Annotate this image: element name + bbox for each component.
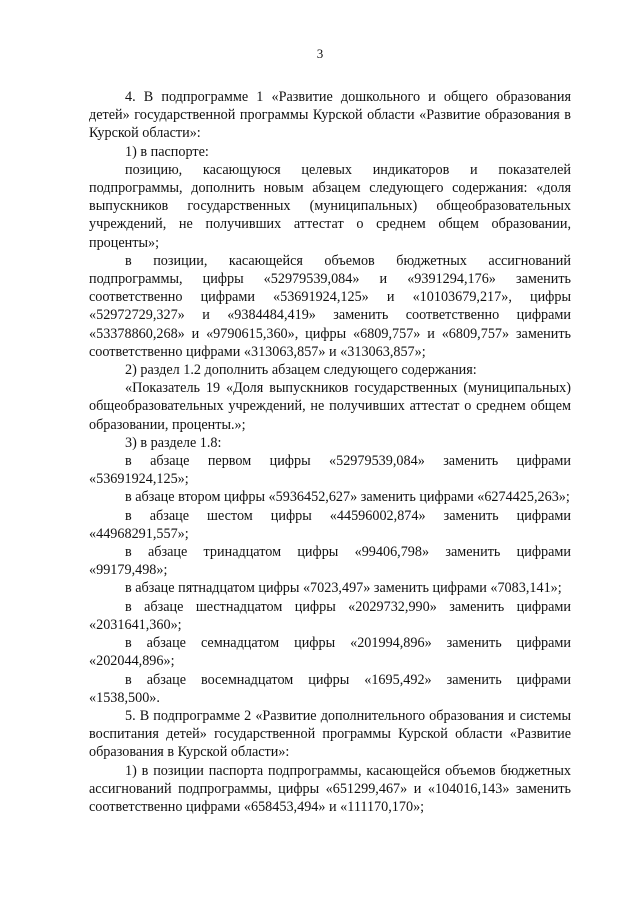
paragraph: в абзаце пятнадцатом цифры «7023,497» заменить цифрами «7083,141»; xyxy=(125,580,562,597)
paragraph: в абзаце втором цифры «5936452,627» заменить цифрами «6274425,263»; xyxy=(125,489,570,506)
paragraph: в абзаце тринадцатом цифры «99406,798» заменить цифрами «99179,498»; xyxy=(89,544,571,579)
paragraph: 3) в разделе 1.8: xyxy=(125,434,222,451)
paragraph: в абзаце семнадцатом цифры «201994,896» заменить цифрами «202044,896»; xyxy=(89,635,571,670)
paragraph: позицию, касающуюся целевых индикаторов и показателей подпрограммы, дополнить новым абзацем следующего содержания: «доля выпускников государственных (муниципальных) общеобразовательных учреждений, не получивших аттестат о среднем общем образовании, проценты»; xyxy=(89,161,571,251)
paragraph: «Показатель 19 «Доля выпускников государственных (муниципальных) общеобразовательных учреждений, не получивших аттестат о среднем общем образовании, проценты.»; xyxy=(89,380,571,433)
page-number: 3 xyxy=(316,46,324,61)
paragraph: в абзаце первом цифры «52979539,084» заменить цифрами «53691924,125»; xyxy=(89,453,571,488)
paragraph: в абзаце шестом цифры «44596002,874» заменить цифрами «44968291,557»; xyxy=(89,507,571,542)
paragraph: в абзаце шестнадцатом цифры «2029732,990» заменить цифрами «2031641,360»; xyxy=(89,598,571,633)
paragraph: 1) в позиции паспорта подпрограммы, касающейся объемов бюджетных ассигнований подпрограммы, цифры «651299,467» и «104016,143» заменить соответственно цифрами «658453,494» и «111170,170»; xyxy=(89,762,571,815)
paragraph: в позиции, касающейся объемов бюджетных ассигнований подпрограммы, цифры «52979539,084» и «9391294,176» заменить соответственно цифрами «53691924,125» и «10103679,217», цифры «52972729,327» и «9384484,419» заменить соответственно цифрами «53378860,268» и «9790615,360», цифры «6809,757» и «6809,757» заменить соответственно цифрами «313063,857» и «313063,857»; xyxy=(89,252,571,360)
paragraph: в абзаце восемнадцатом цифры «1695,492» заменить цифрами «1538,500». xyxy=(89,671,571,706)
paragraph: 1) в паспорте: xyxy=(125,143,209,160)
paragraph: 4. В подпрограмме 1 «Развитие дошкольного и общего образования детей» государственной программы Курской области «Развитие образования в Курской области»: xyxy=(89,89,571,142)
document-body xyxy=(89,88,571,816)
paragraph: 5. В подпрограмме 2 «Развитие дополнительного образования и системы воспитания детей» государственной программы Курской области «Развитие образования в Курской области»: xyxy=(89,707,571,761)
paragraph: 2) раздел 1.2 дополнить абзацем следующего содержания: xyxy=(125,362,477,379)
